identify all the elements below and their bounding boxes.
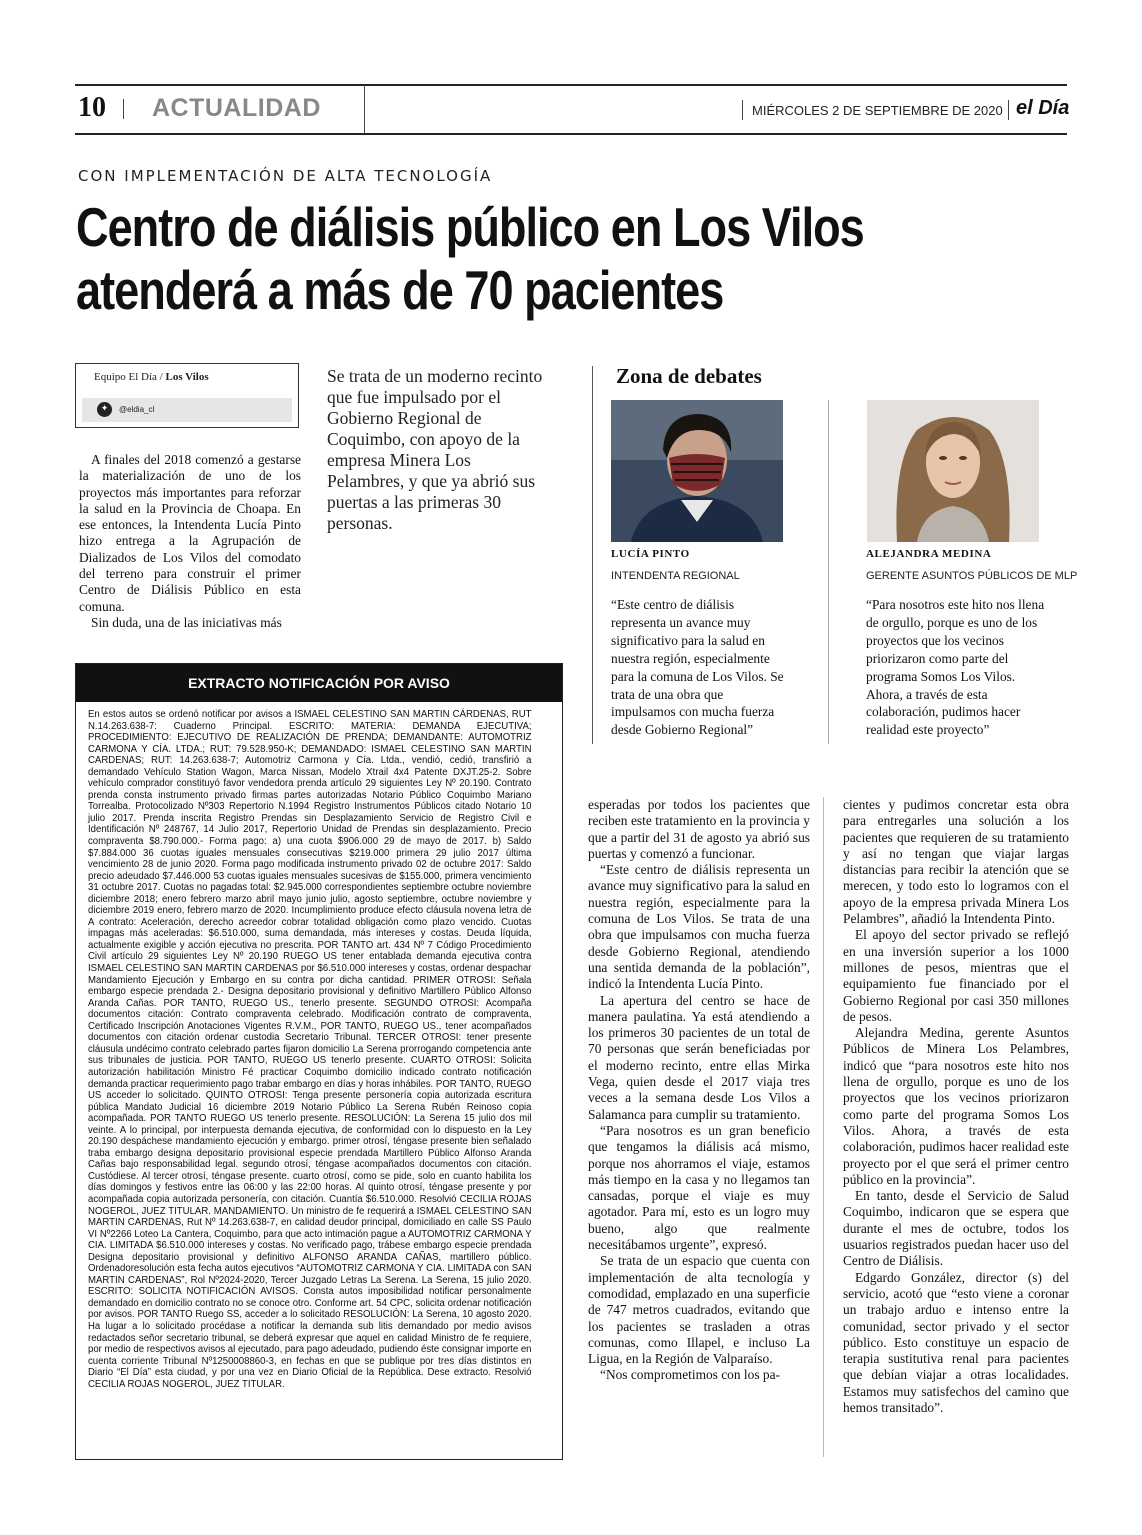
article-body-column-1 (79, 452, 301, 631)
body-paragraph: La apertura del centro se hace de manera paulatina. Ya está atendiendo a los primeros 30 pacientes de un total de 70 personas que serán beneficiadas por el moderno recinto, entre ellas Mirka Vega, quien desde el 2017 viaja tres veces a la semana desde Los Vilos a Salamanca para cumplir su tratamiento. (588, 992, 810, 1122)
brand-logo: el Día (1016, 97, 1070, 119)
article-body-column-4 (843, 797, 1069, 1416)
body-paragraph: “Este centro de diálisis representa un avance muy significativo para la salud en nuestra región, especialmente para la comuna de Los Vilos. Se trata de una obra que impulsamos con mucha fuerza desde Gobierno Regional, atendiendo una sentida demanda de la población”, indicó la Intendenta Lucía Pinto. (588, 862, 810, 992)
portrait-masked-woman (611, 400, 783, 542)
debate-divider (592, 366, 593, 744)
byline-social-strip (82, 398, 292, 422)
header-date-separator (742, 100, 743, 120)
article-body-column-3 (588, 797, 810, 1384)
header-separator (123, 99, 124, 119)
headline-line-2: atenderá a más de 70 pacientes (76, 259, 724, 321)
debate-title: Zona de debates (616, 364, 762, 388)
lucia-pinto-photo (611, 400, 783, 542)
debate-person-name: LUCÍA PINTO (611, 548, 690, 560)
debate-person-name: ALEJANDRA MEDINA (866, 548, 992, 560)
article-headline (76, 196, 896, 322)
legal-notice-text: En estos autos se ordenó notificar por avisos a ISMAEL CELESTINO SAN MARTIN CÁRDENAS, RUT N.14.263.638-7: Cuaderno Principal. ESCRITO: MATERIA: DEMANDA EJECUTIVA; PROCEDIMIENTO: EJECUTIVO DE REALIZACIÓN DE PRENDA; DEMANDANTE: AUTOMOTRIZ CARMONA Y CÍA. LTDA.; RUT: 79.528.950-K; DEMANDADO: ISMAEL CELESTINO SAN MARTIN CARDENAS; RUT: 14.263.638-7; Automotriz Carmona y Cía. Ltda., vendió, cedió, transfirió a demandado Vehículo Station Wagon, Marca Nissan, Modelo Xtrail 4x4 Patente DXJT.25-2. Sobre vehículo comprador constituyó favor vendedora prenda artículo 29 siguientes Ley Nº 20.190. Contrato prenda consta instrumento privado firmas partes autorizadas Notario Público Coquimbo Mariano Torrealba. Protocolizado Nº303 Repertorio N.1994 Registro Instrumentos Públicos citado Notario 10 julio 2017. Prenda inscrita Registro Prendas sin Desplazamiento Servicio de Registro Civil e Identificación Nº 248767, 14 Julio 2017, Repertorio Unidad de Prendas sin desplazamiento. Precio compraventa $8.790.000.- Forma pago: a) una cuota $906.000 29 de mayo de 2017. b) Saldo $7.884.000 36 cuotas iguales mensuales consecutivas $219.000 primera 29 julio 2017 última vencimiento 28 de junio 2020. Forma pago modificada instrumento privado 02 de octubre 2017: Saldo precio adeudado $7.446.000 53 cuotas iguales mensuales sucesivas de $155.000, primera vencimiento 31 octubre 2017. Cuotas no pagadas total: $2.945.000 correspondientes septiembre octubre noviembre diciembre 2018; enero febrero marzo abril mayo junio julio, agosto septiembre, octubre noviembre y diciembre 2019 enero, febrero marzo de 2020. Incumplimiento produce efecto cláusula novena letra de A contrato: Aceleración, derecho acreedor cobrar totalidad obligación como plazo vencido. Cuotas impagas más aceleradas: $6.510.000, suma demandada, más intereses y costas. Deuda líquida, actualmente exigible y acción ejecutiva no prescrita. POR TANTO art. 434 Nº 7 Código Procedimiento Civil artículo 29 siguientes Ley Nº 20.190 RUEGO US tener entablada demanda ejecutiva contra ISMAEL CELESTINO SAN MARTIN CARDENAS por $6.510.000 intereses y costas, ordenar despachar Mandamiento Ejecución y Embargo en su contra por dicha cantidad. PRIMER OTROSI: Señala embargo especie prendada 2.- Designa depositario provisional y definitivo Martillero Público Alfonso Aranda Cañas. POR TANTO, RUEGO US., tenerlo presente. SEGUNDO OTROSI: Acompaña documentos citación: Contrato compraventa celebrado. Modificación contrato de compraventa, Certificado Inscripción Anotaciones Vigentes R.V.M., POR TANTO, RUEGO US., tener acompañados documentos con citación ordenar custodia Secretario Tribunal. TERCER OTROSI: tener presente cláusula undécimo contrato celebrado partes fijaron domicilio La Serena prorrogando competencia ante sus tribunales de justicia. POR TANTO, RUEGO US tenerlo presente. CUARTO OTROSI: Solicita autorización habilitación Ministro Fé practicar Coquimbo domicilio indicado contrato notificación demanda practicar requerimiento pago trabar embargo en días y horas inhábiles. POR TANTO, RUEGO US acceder lo solicitado. QUINTO OTROSI: Tenga presente personería copia autorizada escritura pública Mandato Judicial 16 diciembre 2019 Notario Público La Serena Rubén Reinoso copia acompañada. POR TANTO RUEGO US tenerlo presente. RESOLUCIÓN: La Serena 15 julio dos mil veinte. A lo principal, por interpuesta demanda ejecutiva, de conformidad con lo dispuesto en la Ley 20.190 despáchese mandamiento ejecución y embargo. primer otrosí, téngase presente bien señalado traba embargo designa depositario provisional especie prendada Martillero Público Alfonso Aranda Cañas bajo responsabilidad legal. segundo otrosí, téngase acompañados documentos con citación. Custódiese. Al tercer otrosí, téngase presente. cuarto otrosí, como se pide, solo en cuanto habilita los días domingos y festivos entre las 06:00 y las 22:00 horas. Al quinto otrosí, téngase presente y por acompañada copia autorizada personería, con citación. Cuantía $6.510.000. Resolvió CECILIA ROJAS NOGEROL, JUEZ TITULAR. MANDAMIENTO. Un ministro de fe requerirá a ISMAEL CELESTINO SAN MARTIN CARDENAS, Rut Nº 14.263.638-7, en calidad deudor principal, domiciliado en calle SS Paulo VI Nº2266 Loteo La Cantera, Coquimbo, para que acto intimación pague a AUTOMOTRIZ CARMONA Y CIA. LIMITADA $6.510.000 intereses y costas. No verificado pago, trábese embargo especie prendada Designa depositario provisional y definitivo ALFONSO ARANDA CAÑAS, martillero público. Ordenadoresolución esta fecha autos ejecutivos “AUTOMOTRIZ CARMONA Y CIA. LIMITADA con SAN MARTIN CARDENAS”, Rol Nº2024-2020, Tercer Juzgado Letras La Serena. La Serena, 15 julio 2020. ESCRITO: SOLICITA NOTIFICACIÓN AVISOS. Consta autos imposibilidad notificar personalmente demandado en domicilio contrato no se conoce otro. Conforme art. 54 CPC, solicita ordenar notificación por avisos. POR TANTO Ruego SS, acceder a lo solicitado RESOLUCIÓN: La Serena, 10 agosto 2020. Ha lugar a lo solicitado procédase a notificar la demanda sub litis demandado por medio avisos redactados señor secretario tribunal, se deberá expresar que aquel en calidad Ministro de fe requiere, por medio de respectivos avisos al ejecutado, para pago adeudado, pudiendo éste consignar importe en cuenta corriente Tribunal Nº1250008860-3, en fechas en que se publique por tres días distintos en Diario “El Día” esta ciudad, y por una vez en Diario Oficial de la República. Dese extracto. Resolvió CECILIA ROJAS NOGEROL, JUEZ TITULAR. (88, 709, 532, 1390)
debate-person-role: GERENTE ASUNTOS PÚBLICOS DE MLP (866, 570, 1078, 582)
article-kicker: CON IMPLEMENTACIÓN DE ALTA TECNOLOGÍA (78, 167, 493, 185)
publication-date: MIÉRCOLES 2 DE SEPTIEMBRE DE 2020 (752, 103, 1003, 118)
byline-author: Equipo El Día / (94, 371, 166, 383)
alejandra-medina-photo (867, 400, 1039, 542)
header-bottom-rule (75, 133, 1067, 135)
body-paragraph: En tanto, desde el Servicio de Salud Coquimbo, indicaron que se espera que durante el mes de octubre, todos los usuarios registrados puedan hacer uso del Centro de Diálisis. (843, 1188, 1069, 1269)
body-paragraph: cientes y pudimos concretar esta obra para entregarles una solución a los pacientes que requieren de su tratamiento y así no tengan que viajar largas distancias para recibir la atención que se merecen, y todo esto lo logramos con el apoyo de la empresa privada Minera Los Pelambres”, añadió la Intendenta Pinto. (843, 797, 1069, 927)
column-divider (823, 797, 824, 1457)
twitter-handle[interactable]: @eldia_cl (119, 405, 155, 414)
headline-line-1: Centro de diálisis público en Los Vilos (76, 196, 864, 258)
body-paragraph: El apoyo del sector privado se reflejó en una inversión superior a los 1000 millones de pesos, mientras que el equipamiento fue financiado por el Gobierno Regional por casi 350 millones de pesos. (843, 927, 1069, 1024)
header-top-rule (75, 84, 1067, 86)
section-name: ACTUALIDAD (152, 94, 321, 122)
byline-location: Los Vilos (165, 371, 209, 383)
body-paragraph: Alejandra Medina, gerente Asuntos Públicos de Minera Los Pelambres, indicó que “para nosotros este hito nos llena de orgullo, porque es uno de los proyectos que los vecinos priorizaron como parte del programa Somos Los Vilos. Ahora, a través de esta colaboración, pudimos hacer realidad este proyecto por el que será el primer centro público en la provincia”. (843, 1025, 1069, 1187)
body-paragraph: Se trata de un espacio que cuenta con implementación de alta tecnología y comodidad, emplazado en una superficie de 747 metros cuadrados, evitando que los pacientes se trasladen a otras comunas, como Illapel, e incluso La Ligua, en la Región de Valparaíso. (588, 1253, 810, 1367)
header-section-divider (364, 85, 365, 133)
portrait-woman (867, 400, 1039, 542)
article-lead: Se trata de un moderno recinto que fue impulsado por el Gobierno Regional de Coquimbo, con apoyo de la empresa Minera Los Pelambres, y que ya abrió sus puertas a las primeras 30 personas. (327, 366, 543, 533)
body-paragraph: “Nos comprometimos con los pa- (600, 1367, 780, 1383)
debate-column-divider (828, 400, 829, 744)
debate-person-role: INTENDENTA REGIONAL (611, 570, 740, 582)
byline (94, 371, 209, 383)
twitter-bird-icon: ✦ (97, 402, 112, 417)
debate-quote: “Este centro de diálisis representa un avance muy significativo para la salud en nuestra región, especialmente para la comuna de Los Vilos. Se trata de una obra que impulsamos con mucha fuerza desde Gobierno Regional” (611, 597, 784, 738)
header-brand-separator (1008, 100, 1009, 120)
legal-notice-title: EXTRACTO NOTIFICACIÓN POR AVISO (76, 664, 562, 702)
body-paragraph: esperadas por todos los pacientes que reciben este tratamiento en la provincia y que a partir del 31 de agosto ya abrió sus puertas y comenzó a funcionar. (588, 797, 810, 861)
body-paragraph: “Para nosotros es un gran beneficio que tengamos la diálisis acá mismo, porque nos ahorramos el viaje, estamos más tiempo en la casa y no llegamos tan cansadas, porque el viaje es muy agotador. Para mí, esto es un logro muy bueno, algo que realmente necesitábamos urgente”, expresó. (588, 1122, 810, 1253)
page-number: 10 (78, 92, 106, 123)
body-paragraph: A finales del 2018 comenzó a gestarse la materialización de uno de los proyectos más importantes para reforzar la salud en la Provincia de Choapa. En ese entonces, la Intendenta Lucía Pinto hizo entrega a la Agrupación de Dializados de Los Vilos del comodato del terreno para construir el primer Centro de Diálisis Público en esta comuna. (79, 452, 301, 614)
body-paragraph: Sin duda, una de las iniciativas más (91, 614, 282, 630)
debate-quote: “Para nosotros este hito nos llena de orgullo, porque es uno de los proyectos que los vecinos priorizaron como parte del programa Somos Los Vilos. Ahora, a través de esta colaboración, pudimos hacer realidad este proyecto” (866, 597, 1045, 738)
body-paragraph: Edgardo González, director (s) del servicio, acotó que “esto viene a coronar un trabajo arduo e intenso entre la comunidad, sector privado y el sector público. Esto constituye un espacio de terapia sustitutiva renal para pacientes que debían viajar a otras localidades. Estamos muy satisfechos del camino que hemos transitado”. (843, 1269, 1069, 1415)
